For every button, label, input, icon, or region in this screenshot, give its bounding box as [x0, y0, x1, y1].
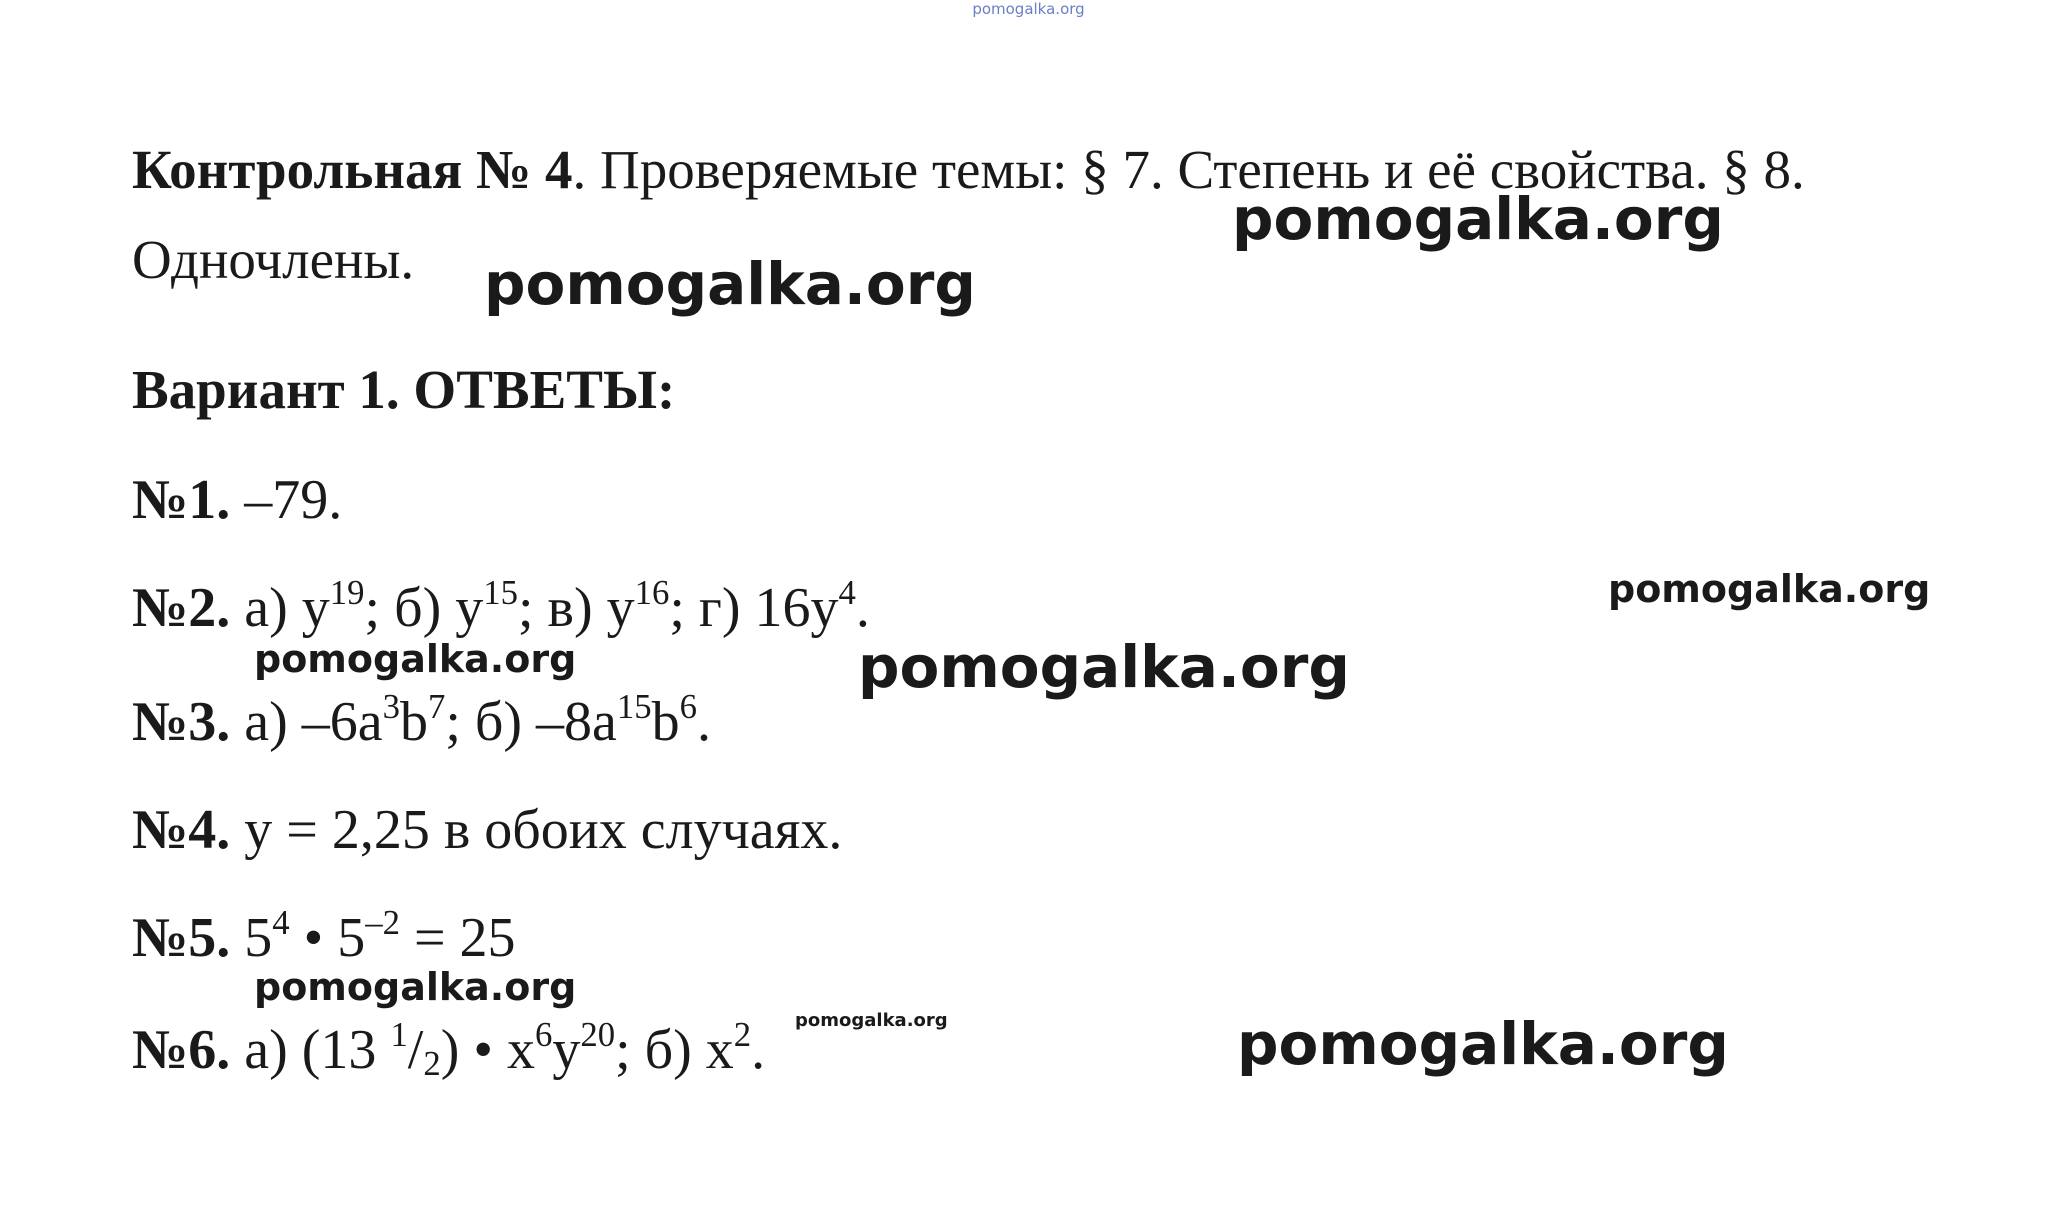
answer-4: [132, 799, 843, 861]
title-line-2: Одночлены.: [132, 229, 415, 290]
header-watermark: pomogalka.org: [972, 0, 1085, 18]
answer-label: №3.: [132, 691, 231, 753]
answer-label: №1.: [132, 469, 231, 531]
answer-label: №4.: [132, 799, 231, 861]
answer-text: –79.: [244, 469, 343, 531]
answer-3: [132, 687, 711, 753]
answer-text: y = 2,25 в обоих случаях.: [244, 799, 843, 861]
variant-heading: Вариант 1. ОТВЕТЫ:: [132, 359, 676, 420]
answer-text: а) $y^{19}$; б) $y^{15}$; в) $y^{16}$; г) $16y^4$.: [244, 573, 870, 639]
title-bold: Контрольная № 4: [132, 139, 573, 200]
answer-text: а) $-6a^3b^7$; б) $-8a^{15}b^6$.: [244, 687, 711, 753]
answer-5: [132, 903, 516, 969]
answer-label: №2.: [132, 577, 231, 639]
watermark-text: pomogalka.org: [858, 633, 1350, 701]
watermark-text: pomogalka.org: [1232, 185, 1724, 253]
watermark-text: pomogalka.org: [254, 965, 577, 1009]
answer-2: [132, 573, 870, 639]
answer-1: [132, 469, 343, 531]
answer-label: №6.: [132, 1019, 231, 1081]
watermark-text: pomogalka.org: [1608, 567, 1931, 611]
title-rest: . Проверяемые темы: § 7. Степень и её свойства. § 8.: [572, 139, 1805, 200]
watermark-text: pomogalka.org: [484, 250, 976, 318]
watermark-text: pomogalka.org: [254, 637, 577, 681]
answer-text: $5^4$ • $5^{-2} = 25$: [244, 903, 516, 969]
answer-text: а) (13 $^1/_2$) • $x^6y^{20}$; б) $x^2$.: [244, 1015, 766, 1083]
answer-6: [132, 1015, 766, 1083]
watermark-text: pomogalka.org: [1237, 1010, 1729, 1078]
watermark-text: pomogalka.org: [795, 1010, 948, 1031]
answer-label: №5.: [132, 907, 231, 969]
